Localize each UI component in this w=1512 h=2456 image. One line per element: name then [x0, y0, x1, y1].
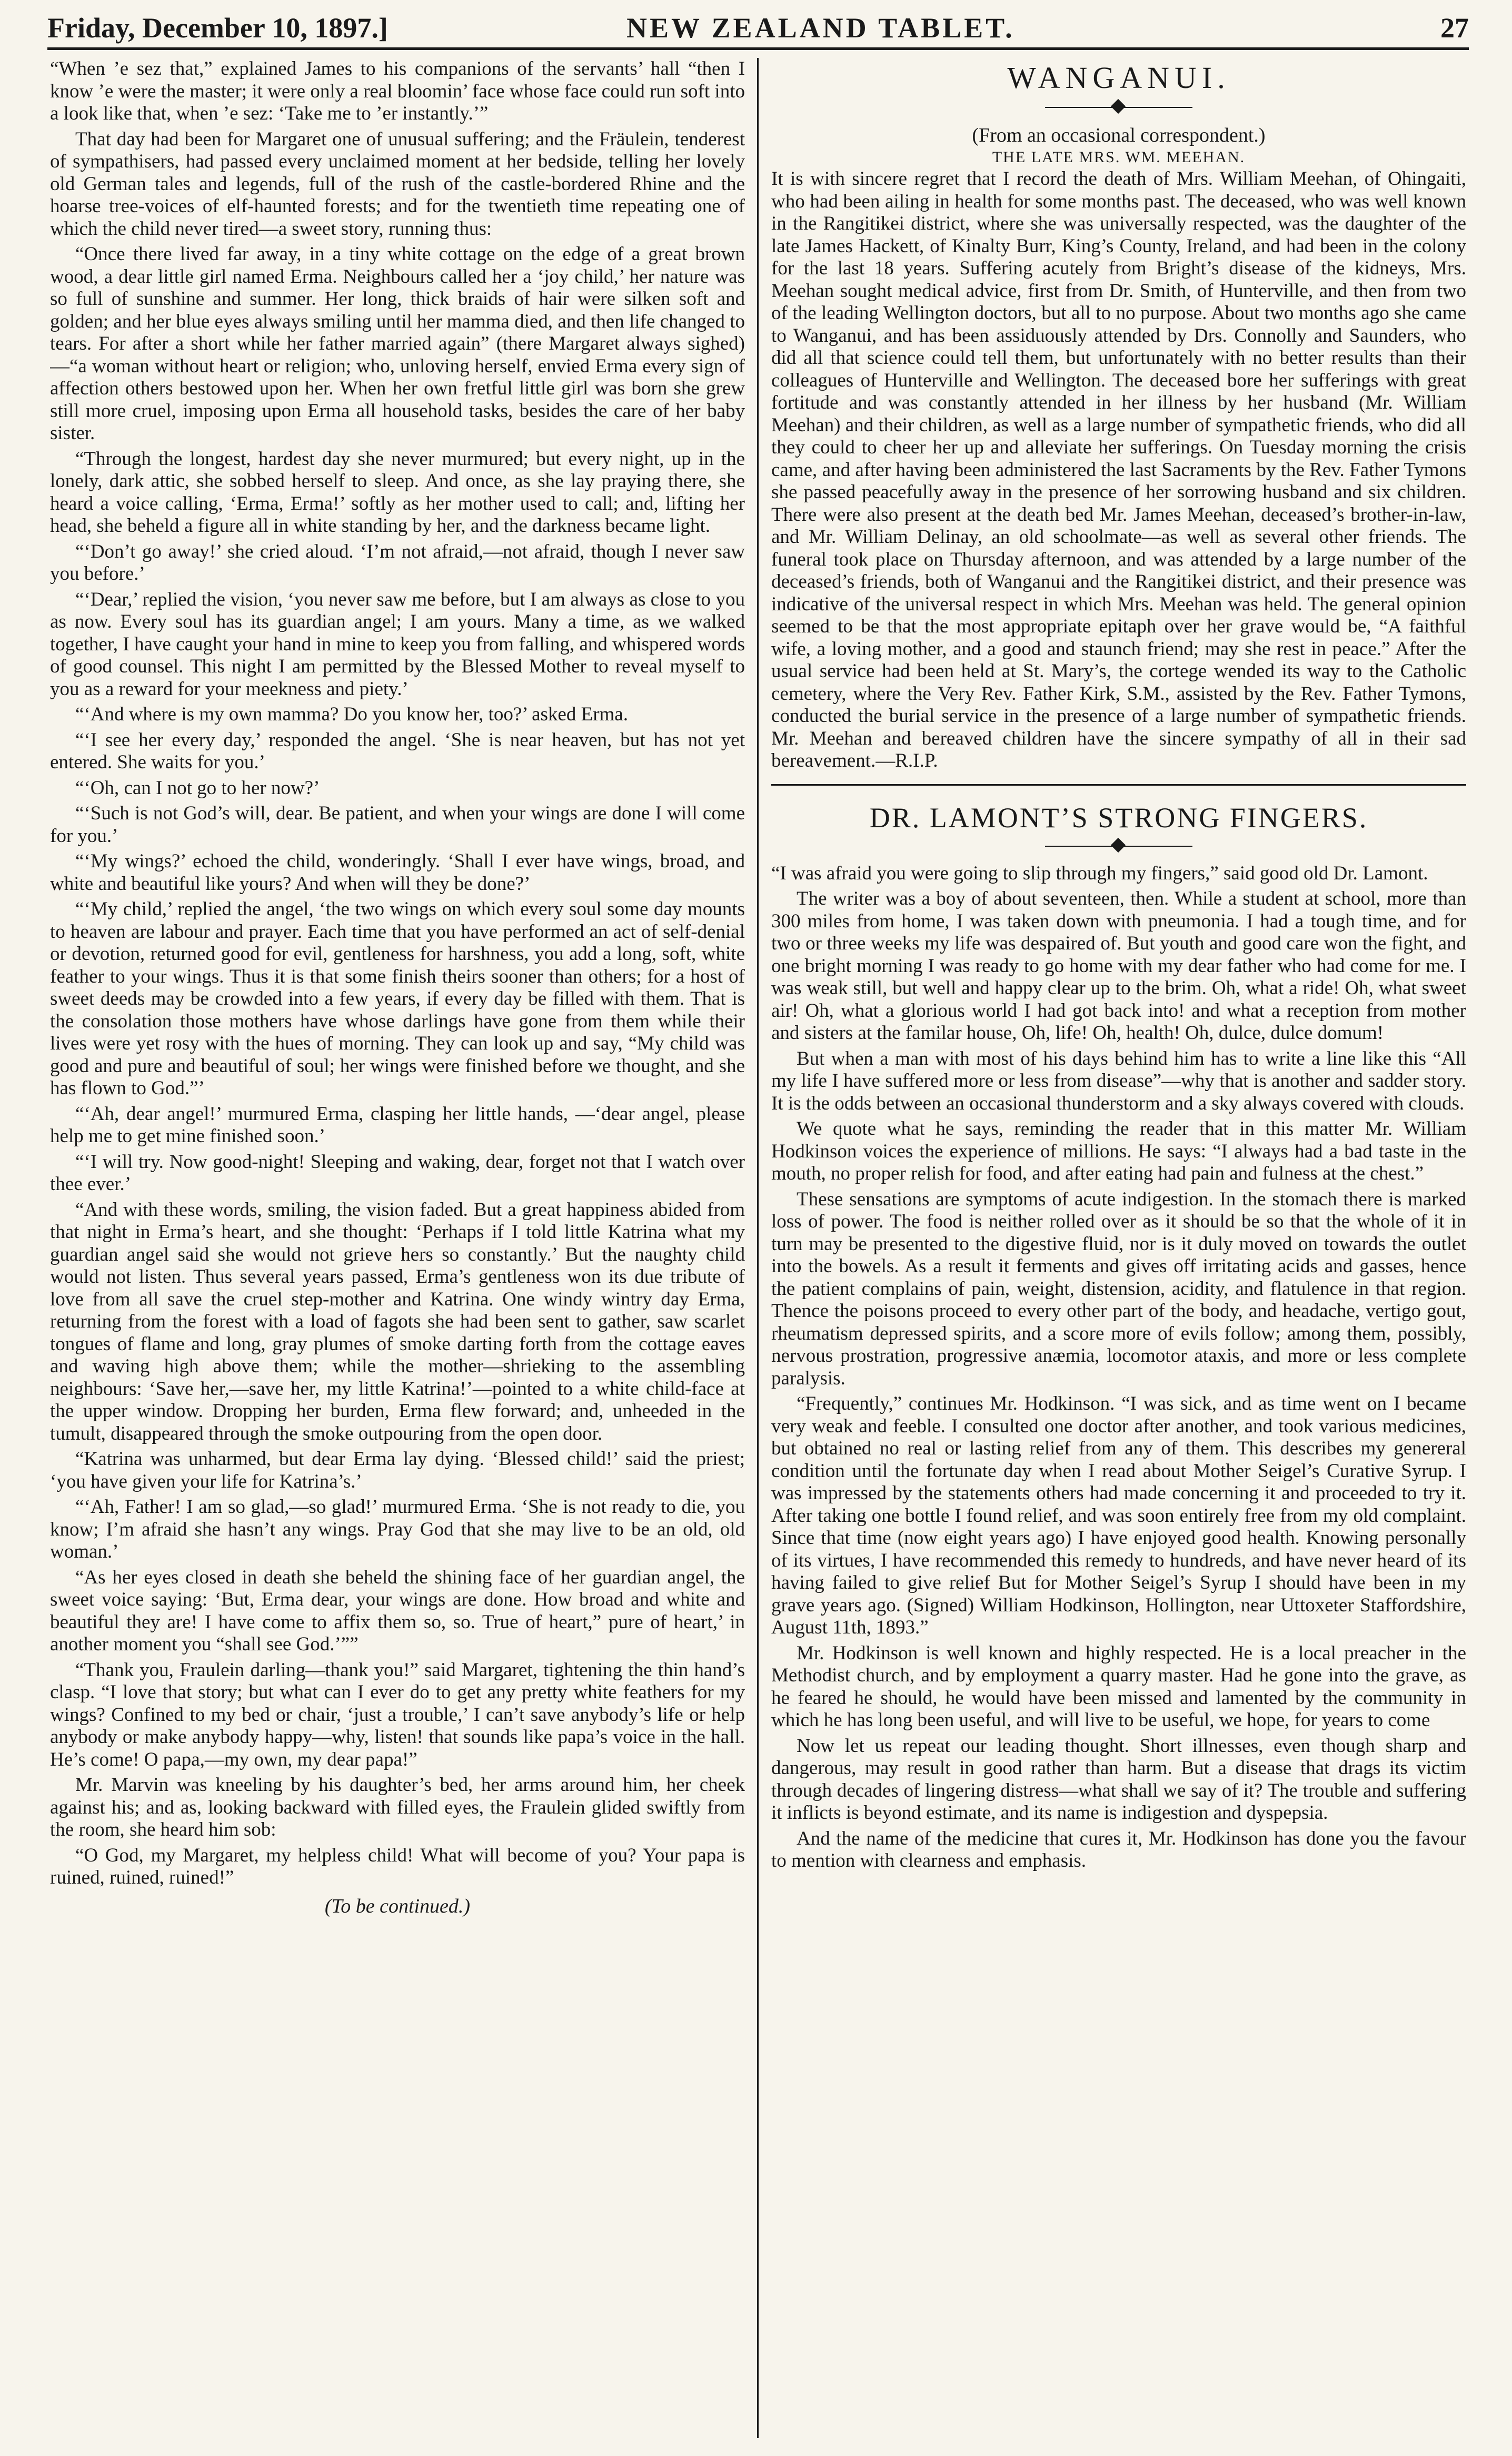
story-paragraph: “Katrina was unharmed, but dear Erma lay dying. ‘Blessed child!’ said the priest; ‘you have given your life for Katrina’s.’ — [50, 1448, 745, 1492]
story-paragraph: “‘I will try. Now good-night! Sleeping and waking, dear, forget not that I watch over thee ever.’ — [50, 1151, 745, 1195]
right-column — [771, 58, 1466, 2438]
lamont-heading: DR. LAMONT’S STRONG FINGERS. — [869, 801, 1368, 834]
continued-note: (To be continued.) — [324, 1895, 471, 1917]
article-paragraph: “I was afraid you were going to slip through my fingers,” said good old Dr. Lamont. — [771, 862, 1428, 884]
story-paragraph: “‘Oh, can I not go to her now?’ — [75, 777, 320, 799]
story-paragraph: “O God, my Margaret, my helpless child! What will become of you? Your papa is ruined, ruined, ruined!” — [50, 1844, 745, 1888]
story-paragraph: “‘Such is not God’s will, dear. Be patient, and when your wings are done I will come for you.’ — [50, 803, 745, 847]
column-divider — [757, 58, 759, 2438]
ornament-divider — [1045, 837, 1192, 855]
article-paragraph: We quote what he says, reminding the reader that in this matter Mr. William Hodkinson voices the experience of millions. He says: “I always had a bad taste in the mouth, no proper relish for food, and after eating had pain and fulness at the chest.” — [771, 1118, 1466, 1184]
obituary-body: It is with sincere regret that I record the death of Mrs. William Meehan, of Ohingaiti, who had been ailing in health for some months past. The deceased, who was well known in the Rangitikei district, where she was universally respected, was the daughter of the late James Hackett, of Kinalty Burr, King’s County, Ireland, and had been in the colony for the last 18 years. Suffering acutely from Bright’s disease of the kidneys, Mrs. Meehan sought medical advice, first from Dr. Smith, of Hunterville, and then from two of the leading Wellington doctors, but all to no purpose. About two months ago she came to Wanganui, and has been assiduously attended by Drs. Connolly and Saunders, who did all that science could tell them, but unfortunately with no better results than their colleagues of Hunterville and Wellington. The deceased bore her sufferings with great fortitude and was constantly attended in her illness by her husband (Mr. William Meehan) and their children, as well as a large number of sympathetic friends, who did all they could to cheer her up and alleviate her sufferings. On Tuesday morning the crisis came, and after having been administered the last Sacraments by the Rev. Father Tymons she passed peacefully away in the presence of her sorrowing husband and six children. There were also present at the death bed Mr. James Meehan, deceased’s brother-in-law, and Mr. William Delinay, an old schoolmate—as well as several other friends. The funeral took place on Thursday afternoon, and was attended by a large number of the deceased’s friends, both of Wanganui and the Rangitikei district, and their presence was indicative of the universal respect in which Mrs. Meehan was held. The general opinion seemed to be that the most appropriate epitaph over her grave would be, “A faithful wife, a loving mother, and a good and staunch friend; may she rest in peace.” After the usual service had been held at St. Mary’s, the cortege wended its way to the Catholic cemetery, where the Very Rev. Father Kirk, S.M., assisted by the Rev. Father Tymons, conducted the burial service in the presence of a large number of sympathetic friends. Mr. Meehan and bereaved children have the sincere sympathy of all in their sad bereavement.—R.I.P. — [771, 168, 1466, 771]
page-number: 27 — [1440, 12, 1469, 44]
story-paragraph: That day had been for Margaret one of unusual suffering; and the Fräulein, tenderest of sympathisers, had passed every unclaimed moment at her bedside, telling her lovely old German tales and legends, full of the rush of the castle-bordered Rhine and the hoarse tree-voices of elf-haunted forests; and for the twentieth time repeating one of which the child never tired—a sweet story, running thus: — [50, 128, 745, 240]
masthead-date: Friday, December 10, 1897.] — [47, 12, 388, 44]
masthead-title: NEW ZEALAND TABLET. — [626, 12, 1015, 44]
wanganui-subheading: (From an occasional correspondent.) — [972, 124, 1266, 146]
story-paragraph: “‘Ah, dear angel!’ murmured Erma, clasping her little hands, —‘dear angel, please help me to get mine finished soon.’ — [50, 1103, 745, 1147]
story-paragraph: “‘My child,’ replied the angel, ‘the two wings on which every soul some day mounts to heaven are labour and prayer. Each time that you have performed an act of self-denial or devotion, returned good for evil, gentleness for harshness, you add a long, soft, white feather to your wings. Thus it is that some finish theirs sooner than others; for a host of sweet deeds may be crowded into a few years, if every day be filled with them. That is the consolation those mothers have whose darlings have gone from them while their lives were yet rosy with the hues of morning. They can look up and say, “My child was good and pure and beautiful of soul; her wings were finished before we thought, and she has flown to God.”’ — [50, 898, 745, 1099]
article-paragraph: The writer was a boy of about seventeen, then. While a student at school, more than 300 miles from home, I was taken down with pneumonia. I had a tough time, and for two or three weeks my life was despaired of. But youth and good care won the fight, and one bright morning I was ready to go home with my dear father who had come for me. I was weak still, but well and happy clear up to the brim. Oh, what a ride! Oh, what sweet air! Oh, what a glorious world I had got back into! and what a reception from mother and sisters at the familar house, Oh, life! Oh, health! Oh, dulce, dulce domum! — [771, 888, 1466, 1044]
story-paragraph: “When ’e sez that,” explained James to his companions of the servants’ hall “then I know ’e were the master; it were only a real bloomin’ face whose face could run soft into a look like that, when ’e sez: ‘Take me to ’er instantly.’” — [50, 58, 745, 124]
story-paragraph: “‘Don’t go away!’ she cried aloud. ‘I’m not afraid,—not afraid, though I never saw you before.’ — [50, 540, 745, 585]
left-column — [50, 58, 745, 2438]
masthead — [47, 9, 1469, 50]
story-paragraph: “As her eyes closed in death she beheld the shining face of her guardian angel, the sweet voice saying: ‘But, Erma dear, your wings are done. How broad and white and beautiful they are! I have come to affix them so, so. True of heart,” pure of heart,’ in another moment you “shall see God.’”” — [50, 1566, 745, 1655]
article-paragraph: These sensations are symptoms of acute indigestion. In the stomach there is marked loss of power. The food is neither rolled over as it should be so that the whole of it in turn may be presented to the digestive fluid, nor is it duly moved on towards the outlet into the bowels. As a result it ferments and gives off irritating acids and gasses, hence the patient complains of pain, weight, distension, acidity, and flatulence in that region. Thence the poisons proceed to every other part of the body, and headache, vertigo gout, rheumatism depressed spirits, and a score more of evils follow; among them, possibly, nervous prostration, progressive anæmia, locomotor ataxis, and more or less complete paralysis. — [771, 1188, 1466, 1389]
obituary-title: THE LATE MRS. WM. MEEHAN. — [992, 148, 1246, 166]
story-paragraph: “‘I see her every day,’ responded the angel. ‘She is near heaven, but has not yet entered. She waits for you.’ — [50, 729, 745, 773]
diamond-icon — [1111, 99, 1126, 114]
story-paragraph: “‘And where is my own mamma? Do you know her, too?’ asked Erma. — [75, 704, 628, 725]
ornament-divider — [1045, 98, 1192, 116]
story-paragraph: “‘Ah, Father! I am so glad,—so glad!’ murmured Erma. ‘She is not ready to die, you know; I’m afraid she hasn’t any wings. Pray God that she may live to be an old, old woman.’ — [50, 1496, 745, 1562]
section-rule — [771, 784, 1466, 786]
article-paragraph: Mr. Hodkinson is well known and highly respected. He is a local preacher in the Methodist church, and by employment a quarry master. Had he gone into the grave, as he feared he should, he would have been missed and lamented by the community in which he has long been useful, and will live to be useful, we hope, for years to come — [771, 1642, 1466, 1731]
article-paragraph: But when a man with most of his days behind him has to write a line like this “All my life I have suffered more or less from disease”—why that is another and sadder story. It is the odds between an occasional thunderstorm and a sky always covered with clouds. — [771, 1047, 1466, 1114]
wanganui-heading: WANGANUI. — [1007, 61, 1230, 95]
story-paragraph: “‘My wings?’ echoed the child, wonderingly. ‘Shall I ever have wings, broad, and white and beautiful like yours? And when will they be done?’ — [50, 850, 745, 895]
story-paragraph: “Through the longest, hardest day she never murmured; but every night, up in the lonely, dark attic, she sobbed herself to sleep. And once, as she lay praying there, she heard a voice calling, ‘Erma, Erma!’ softly as her mother used to call; and, lifting her head, she beheld a figure all in white standing by her, and the darkness became light. — [50, 448, 745, 537]
story-paragraph: “Once there lived far away, in a tiny white cottage on the edge of a great brown wood, a dear little girl named Erma. Neighbours called her a ‘joy child,’ her nature was so full of sunshine and summer. Her long, thick braids of hair were silken soft and golden; and her blue eyes always smiling until her mamma died, and then life changed to tears. For after a short while her father married again” (there Margaret always sighed)—“a woman without heart or religion; who, unloving herself, envied Erma every sign of affection others bestowed upon her. When her own fretful little girl was born she grew still more cruel, imposing upon Erma all household tasks, besides the care of her baby sister. — [50, 243, 745, 444]
article-paragraph: Now let us repeat our leading thought. Short illnesses, even though sharp and dangerous, may result in good rather than harm. But a disease that drags its victim through decades of lingering distress—what shall we say of it? The trouble and suffering it inflicts is beyond estimate, and its name is indigestion and dyspepsia. — [771, 1735, 1466, 1824]
story-paragraph: Mr. Marvin was kneeling by his daughter’s bed, her arms around him, her cheek against his; and as, looking backward with filled eyes, the Fraulein glided swiftly from the room, she heard him sob: — [50, 1774, 745, 1840]
story-paragraph: “And with these words, smiling, the vision faded. But a great happiness abided from that night in Erma’s heart, and she thought: ‘Perhaps if I told little Katrina what my guardian angel said she would not grieve hers so constantly.’ But the naughty child would not listen. Thus several years passed, Erma’s gentleness won its due tribute of love from all save the cruel step-mother and Katrina. One windy wintry day Erma, returning from the forest with a load of fagots she had been sent to gather, saw scarlet tongues of flame and long, gray plumes of smoke darting forth from the cottage eaves and waving high above them; while the mother—shrieking to the assembling neighbours: ‘Save her,—save her, my little Katrina!’—pointed to a white child-face at the upper window. Dropping her burden, Erma flew forward; and, unheeded in the tumult, disappeared through the smoke outpouring from the open door. — [50, 1199, 745, 1444]
article-paragraph: And the name of the medicine that cures it, Mr. Hodkinson has done you the favour to mention with clearness and emphasis. — [771, 1827, 1466, 1871]
story-paragraph: “‘Dear,’ replied the vision, ‘you never saw me before, but I am always as close to you as now. Every soul has its guardian angel; I am yours. Many a time, as we walked together, I have caught your hand in mine to keep you from falling, and whispered words of good counsel. This night I am permitted by the Blessed Mother to reveal myself to you as a reward for your meekness and piety.’ — [50, 588, 745, 700]
article-paragraph: “Frequently,” continues Mr. Hodkinson. “I was sick, and as time went on I became very weak and feeble. I consulted one doctor after another, and took various medicines, but obtained no real or lasting relief from any of them. This describes my genereral condition until the fortunate day when I read about Mother Seigel’s Curative Syrup. I was impressed by the statements others had made concerning it and proceeded to try it. After taking one bottle I found relief, and was soon entirely free from my old complaint. Since that time (now eight years ago) I have enjoyed good health. Knowing personally of its virtues, I have recommended this remedy to hundreds, and have never heard of its having failed to give relief But for Mother Seigel’s Syrup I should have been in my grave years ago. (Signed) William Hodkinson, Hollington, near Uttoxeter Staffordshire, August 11th, 1893.” — [771, 1393, 1466, 1638]
story-paragraph: “Thank you, Fraulein darling—thank you!” said Margaret, tightening the thin hand’s clasp. “I love that story; but what can I ever do to get any pretty white feathers for my wings? Confined to my bed or chair, ‘just a trouble,’ I can’t save anybody’s life or help anybody or make anybody happy—why, listen! that sounds like papa’s voice in the hall. He’s come! O papa,—my own, my dear papa!” — [50, 1659, 745, 1770]
diamond-icon — [1111, 837, 1126, 852]
